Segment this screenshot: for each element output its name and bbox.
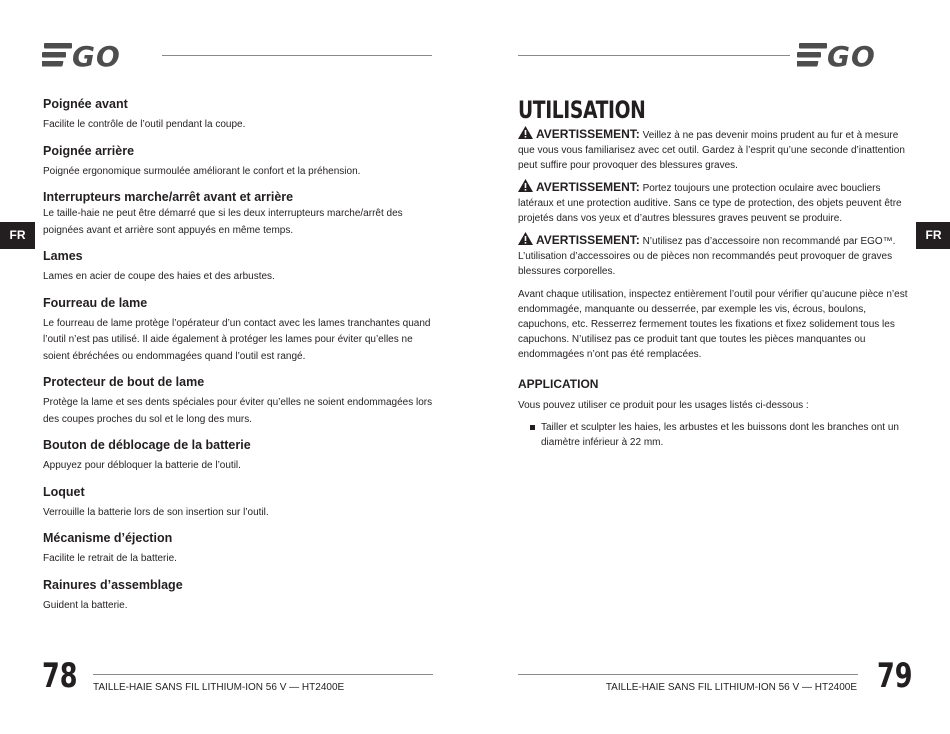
- section-text: Facilite le retrait de la batterie.: [43, 553, 177, 564]
- inspection-paragraph: Avant chaque utilisation, inspectez entièrement l’outil pour vérifier qu’aucune pièce n’est endommagée, manquante ou desserrée, par exemple les vis, écrous, boulons, capuchons, etc. Resserrez fermement toutes les fixations et fixez solidement tous les capuchons. N’utilisez pas ce produit tant que toutes les pièces manquantes ou endommagées n’ont pas été remplacées.: [518, 289, 908, 360]
- section-text: Poignée ergonomique surmoulée améliorant le confort et la préhension.: [43, 165, 361, 177]
- warning-block: [518, 179, 910, 226]
- section-battery-release: [43, 437, 438, 475]
- application-intro: Vous pouvez utiliser ce produit pour les usages listés ci-dessous :: [518, 400, 809, 411]
- section-heading: Mécanisme d’éjection: [43, 531, 173, 545]
- ego-logo: [42, 40, 152, 70]
- section-heading: Protecteur de bout de lame: [43, 375, 205, 389]
- section-latch: [43, 484, 438, 522]
- section-text: Facilite le contrôle de l’outil pendant la coupe.: [43, 119, 246, 130]
- page-title: UTILISATION: [518, 96, 646, 124]
- bullet-square-icon: [530, 425, 535, 430]
- warning-triangle-icon: [518, 232, 533, 245]
- section-text: Le taille-haie ne peut être démarré que si les deux interrupteurs marche/arrêt des poignées avant et arrière sont appuyés en même temps.: [43, 208, 403, 236]
- warning-block: [518, 232, 910, 279]
- warning-text: N’utilisez pas d’accessoire non recommandé par EGO™. L’utilisation d’accessoires ou de pièces non recommandés peut provoquer de graves blessures corporelles.: [518, 236, 896, 277]
- section-text: Appuyez pour débloquer la batterie de l’outil.: [43, 460, 241, 471]
- section-assembly-grooves: [43, 577, 438, 615]
- section-rear-handle: [43, 143, 438, 181]
- section-text: Guident la batterie.: [43, 599, 128, 611]
- right-page: [475, 0, 950, 734]
- section-heading: Poignée arrière: [43, 143, 135, 158]
- svg-text:GO: GO: [72, 40, 121, 70]
- page-number: 79: [877, 656, 913, 696]
- warning-text: Portez toujours une protection oculaire avec boucliers latéraux et une protection auditive. Sans ce type de protection, des objets peuvent être projetés dans vos yeux et d’autres blessures graves peuvent se produire.: [518, 183, 902, 224]
- language-tab: FR: [0, 222, 35, 249]
- footer-rule: [518, 674, 858, 675]
- usage-column: [518, 96, 910, 450]
- section-text: Le fourreau de lame protège l’opérateur d’un contact avec les lames tranchantes quand l’outil n’est pas utilisé. Il aide également à protéger les lames pour éviter qu’elles ne soient ébréchées ou endommagées quand l’outil est rangé.: [43, 317, 431, 362]
- section-blade-sheath: [43, 295, 438, 366]
- warning-block: [518, 126, 910, 173]
- language-tab: FR: [916, 222, 950, 249]
- section-heading: Bouton de déblocage de la batterie: [43, 438, 251, 452]
- section-blades: [43, 248, 438, 286]
- list-item-text: Tailler et sculpter les haies, les arbustes et les buissons dont les branches ont un diamètre inférieur à 22 mm.: [541, 422, 899, 448]
- footer-rule: [93, 674, 433, 675]
- feature-descriptions: [43, 96, 438, 623]
- warning-triangle-icon: [518, 179, 533, 192]
- section-front-handle: [43, 96, 438, 134]
- header-rule: [162, 55, 432, 56]
- page-number: 78: [42, 656, 78, 696]
- list-item: [518, 420, 910, 450]
- section-heading: Rainures d’assemblage: [43, 577, 183, 592]
- section-heading: Loquet: [43, 484, 85, 499]
- section-heading: Fourreau de lame: [43, 295, 148, 310]
- section-blade-tip-protector: [43, 374, 438, 428]
- section-switches: [43, 189, 438, 239]
- section-heading: Lames: [43, 249, 83, 263]
- ego-logo: [797, 40, 907, 70]
- section-text: Lames en acier de coupe des haies et des arbustes.: [43, 271, 275, 282]
- header-rule: [518, 55, 790, 56]
- warning-label: AVERTISSEMENT:: [536, 233, 640, 247]
- warning-triangle-icon: [518, 126, 533, 139]
- warning-label: AVERTISSEMENT:: [536, 127, 640, 141]
- svg-text:GO: GO: [827, 40, 876, 70]
- section-heading: Poignée avant: [43, 97, 128, 111]
- footer-text: TAILLE-HAIE SANS FIL LITHIUM-ION 56 V — HT2400E: [93, 682, 345, 693]
- section-text: Verrouille la batterie lors de son insertion sur l’outil.: [43, 506, 269, 518]
- footer-text: TAILLE-HAIE SANS FIL LITHIUM-ION 56 V — HT2400E: [605, 682, 857, 693]
- warning-text: Veillez à ne pas devenir moins prudent au fur et à mesure que vous vous familiarisez avec cet outil. Gardez à l’esprit qu’une seconde d’inattention peut suffire pour provoquer des blessures graves.: [518, 130, 905, 171]
- section-text: Protège la lame et ses dents spéciales pour éviter qu’elles ne soient endommagées lors des coupes proches du sol et le long des murs.: [43, 397, 433, 425]
- warning-label: AVERTISSEMENT:: [536, 180, 640, 194]
- section-ejection: [43, 530, 438, 568]
- application-heading: APPLICATION: [518, 377, 599, 391]
- section-heading: Interrupteurs marche/arrêt avant et arrière: [43, 190, 294, 204]
